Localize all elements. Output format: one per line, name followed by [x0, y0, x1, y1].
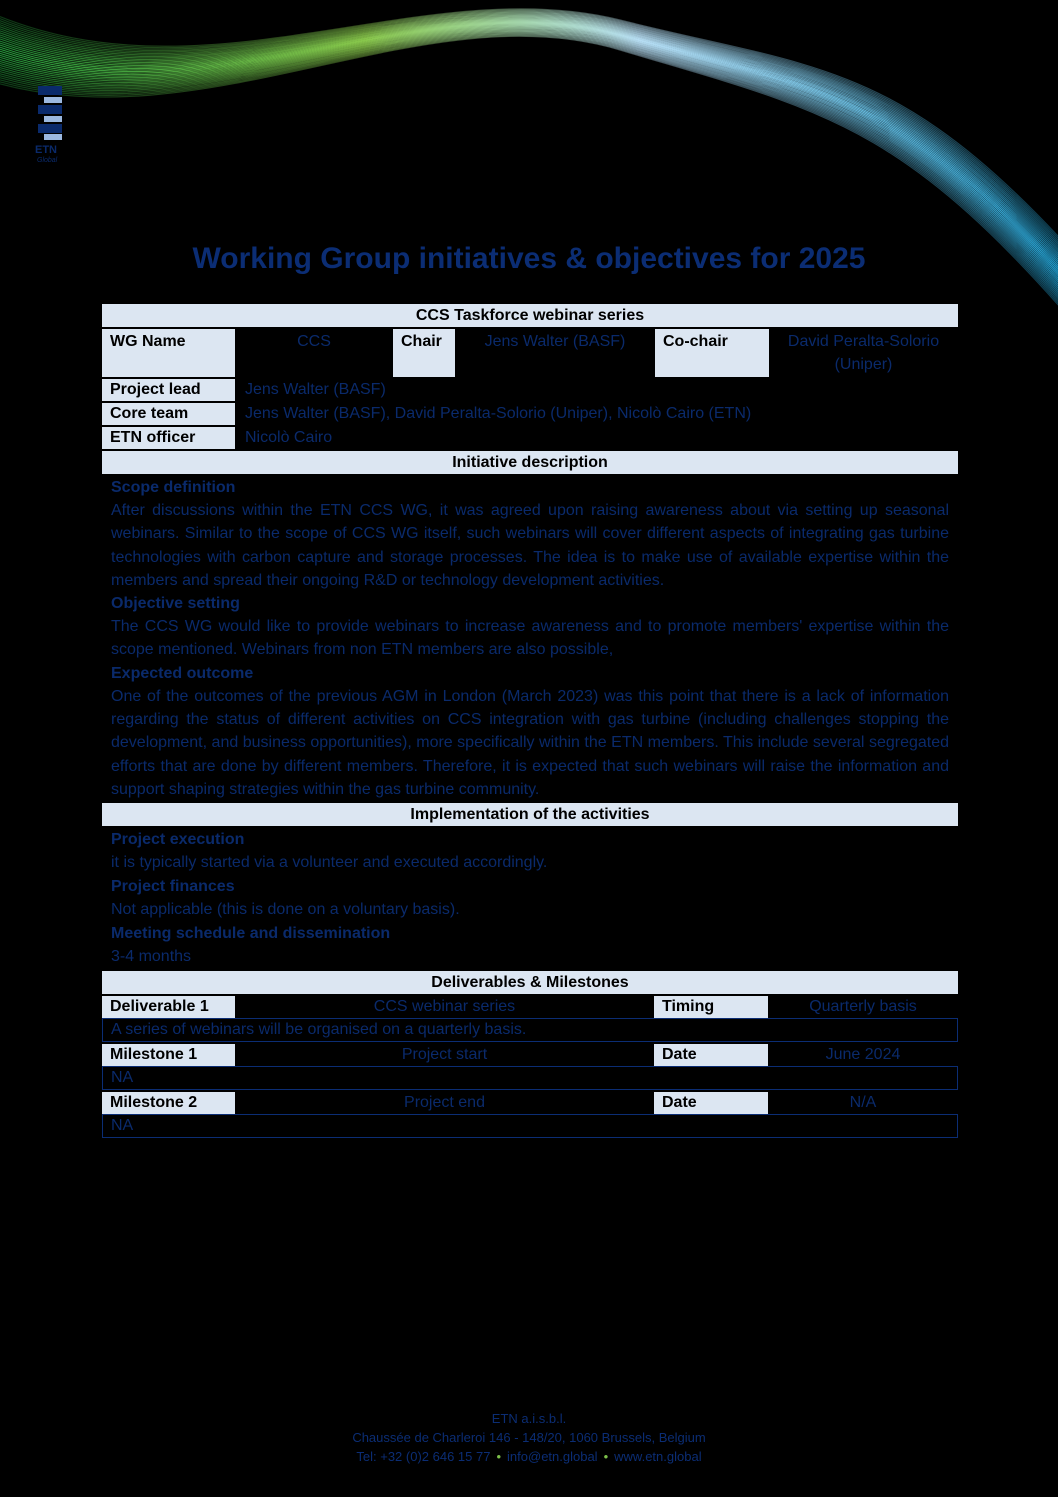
etn-logo: [34, 86, 66, 170]
project-lead-row: [102, 379, 958, 401]
deliverable-1-row: [102, 996, 958, 1018]
wg-row: [102, 329, 958, 377]
project-lead-label: Project lead: [102, 379, 235, 401]
footer-separator: •: [496, 1449, 502, 1464]
milestone-1-row: [102, 1044, 958, 1066]
footer-contact: [0, 1447, 1058, 1466]
objective-heading: Objective setting: [111, 595, 240, 613]
execution-heading: Project execution: [111, 831, 245, 849]
logo-text: ETN: [35, 144, 57, 156]
outcome-heading: Expected outcome: [111, 664, 254, 682]
outcome-text: One of the outcomes of the previous AGM in London (March 2023) was this point that there is a lack of information regarding the status of different activities on CCS integration with gas turbine (including challenges stopping the development, and business opportunities), more specifically within the ETN members. This include several segregated efforts that are done by different members. Therefore, it is expected that such webinars will raise the information and support shaping strategies within the gas turbine community.: [111, 687, 949, 798]
scope-text: After discussions within the ETN CCS WG, it was agreed upon raising awareness about via setting up seasonal webinars. Similar to the scope of CCS WG itself, such webinars will cover different aspects of integrating gas turbine technologies with carbon capture and storage processes. The idea is to make use of available expertise within the members and spread their ongoing R&D or technology development activities.: [111, 502, 949, 589]
decorative-wave-banner: [0, 0, 1058, 340]
section-header-implementation: Implementation of the activities: [102, 803, 958, 826]
milestone-2-label: Milestone 2: [102, 1092, 235, 1114]
deliverable-1-label: Deliverable 1: [102, 996, 235, 1018]
finances-heading: Project finances: [111, 878, 235, 896]
scope-heading: Scope definition: [111, 479, 236, 496]
wg-name-value: CCS: [297, 333, 331, 350]
milestone-2-note: NA: [102, 1114, 958, 1138]
section-header-deliverables: Deliverables & Milestones: [102, 971, 958, 994]
footer: [0, 1409, 1058, 1466]
deliverable-1-note: A series of webinars will be organised on a quarterly basis.: [102, 1018, 958, 1042]
execution-text: it is typically started via a volunteer and executed accordingly.: [111, 854, 548, 872]
wg-name-label: WG Name: [102, 329, 235, 377]
footer-separator: •: [603, 1449, 609, 1464]
schedule-heading: Meeting schedule and dissemination: [111, 925, 391, 943]
timing-label: Timing: [654, 996, 768, 1018]
cochair-label: Co-chair: [655, 329, 769, 377]
milestone-1-value: Project start: [401, 1046, 488, 1064]
objective-text: The CCS WG would like to provide webinars to increase awareness and to promote members' expertise within the scope mentioned. Webinars from non ETN members are also possible,: [111, 618, 949, 659]
section-header-webinar: CCS Taskforce webinar series: [102, 304, 958, 327]
timing-value: Quarterly basis: [809, 998, 917, 1016]
etn-officer-row: [102, 427, 958, 449]
chair-label: Chair: [393, 329, 455, 377]
footer-tel: Tel: +32 (0)2 646 15 77: [356, 1449, 491, 1464]
footer-org: ETN a.i.s.b.l.: [491, 1411, 567, 1426]
core-team-value: Jens Walter (BASF), David Peralta-Solorio (Uniper), Nicolò Cairo (ETN): [245, 405, 752, 422]
milestone-2-date-value: N/A: [849, 1094, 877, 1112]
chair-value: Jens Walter (BASF): [484, 333, 626, 350]
section-header-description: Initiative description: [102, 451, 958, 474]
milestone-2-date-label: Date: [654, 1092, 768, 1114]
footer-web[interactable]: www.etn.global: [614, 1449, 702, 1464]
etn-officer-value: Nicolò Cairo: [245, 429, 333, 446]
cochair-value: David Peralta-Solorio (Uniper): [787, 333, 940, 373]
milestone-2-value: Project end: [404, 1094, 485, 1112]
core-team-row: [102, 403, 958, 425]
milestone-2-row: [102, 1092, 958, 1114]
milestone-1-note: NA: [102, 1066, 958, 1090]
page-title: Working Group initiatives & objectives for 2025: [192, 242, 866, 275]
logo-subtext: Global: [37, 157, 58, 164]
footer-address: Chaussée de Charleroi 146 - 148/20, 1060 Brussels, Belgium: [352, 1430, 706, 1445]
initiative-form: [102, 304, 958, 1140]
core-team-label: Core team: [102, 403, 235, 425]
milestone-1-date-value: June 2024: [825, 1046, 901, 1064]
footer-email[interactable]: info@etn.global: [507, 1449, 598, 1464]
milestone-1-label: Milestone 1: [102, 1044, 235, 1066]
finances-text: Not applicable (this is done on a voluntary basis).: [111, 901, 460, 919]
deliverable-1-value: CCS webinar series: [373, 998, 516, 1016]
project-lead-value: Jens Walter (BASF): [245, 381, 386, 398]
milestone-1-date-label: Date: [654, 1044, 768, 1066]
etn-officer-label: ETN officer: [102, 427, 235, 449]
schedule-text: 3-4 months: [111, 948, 192, 966]
